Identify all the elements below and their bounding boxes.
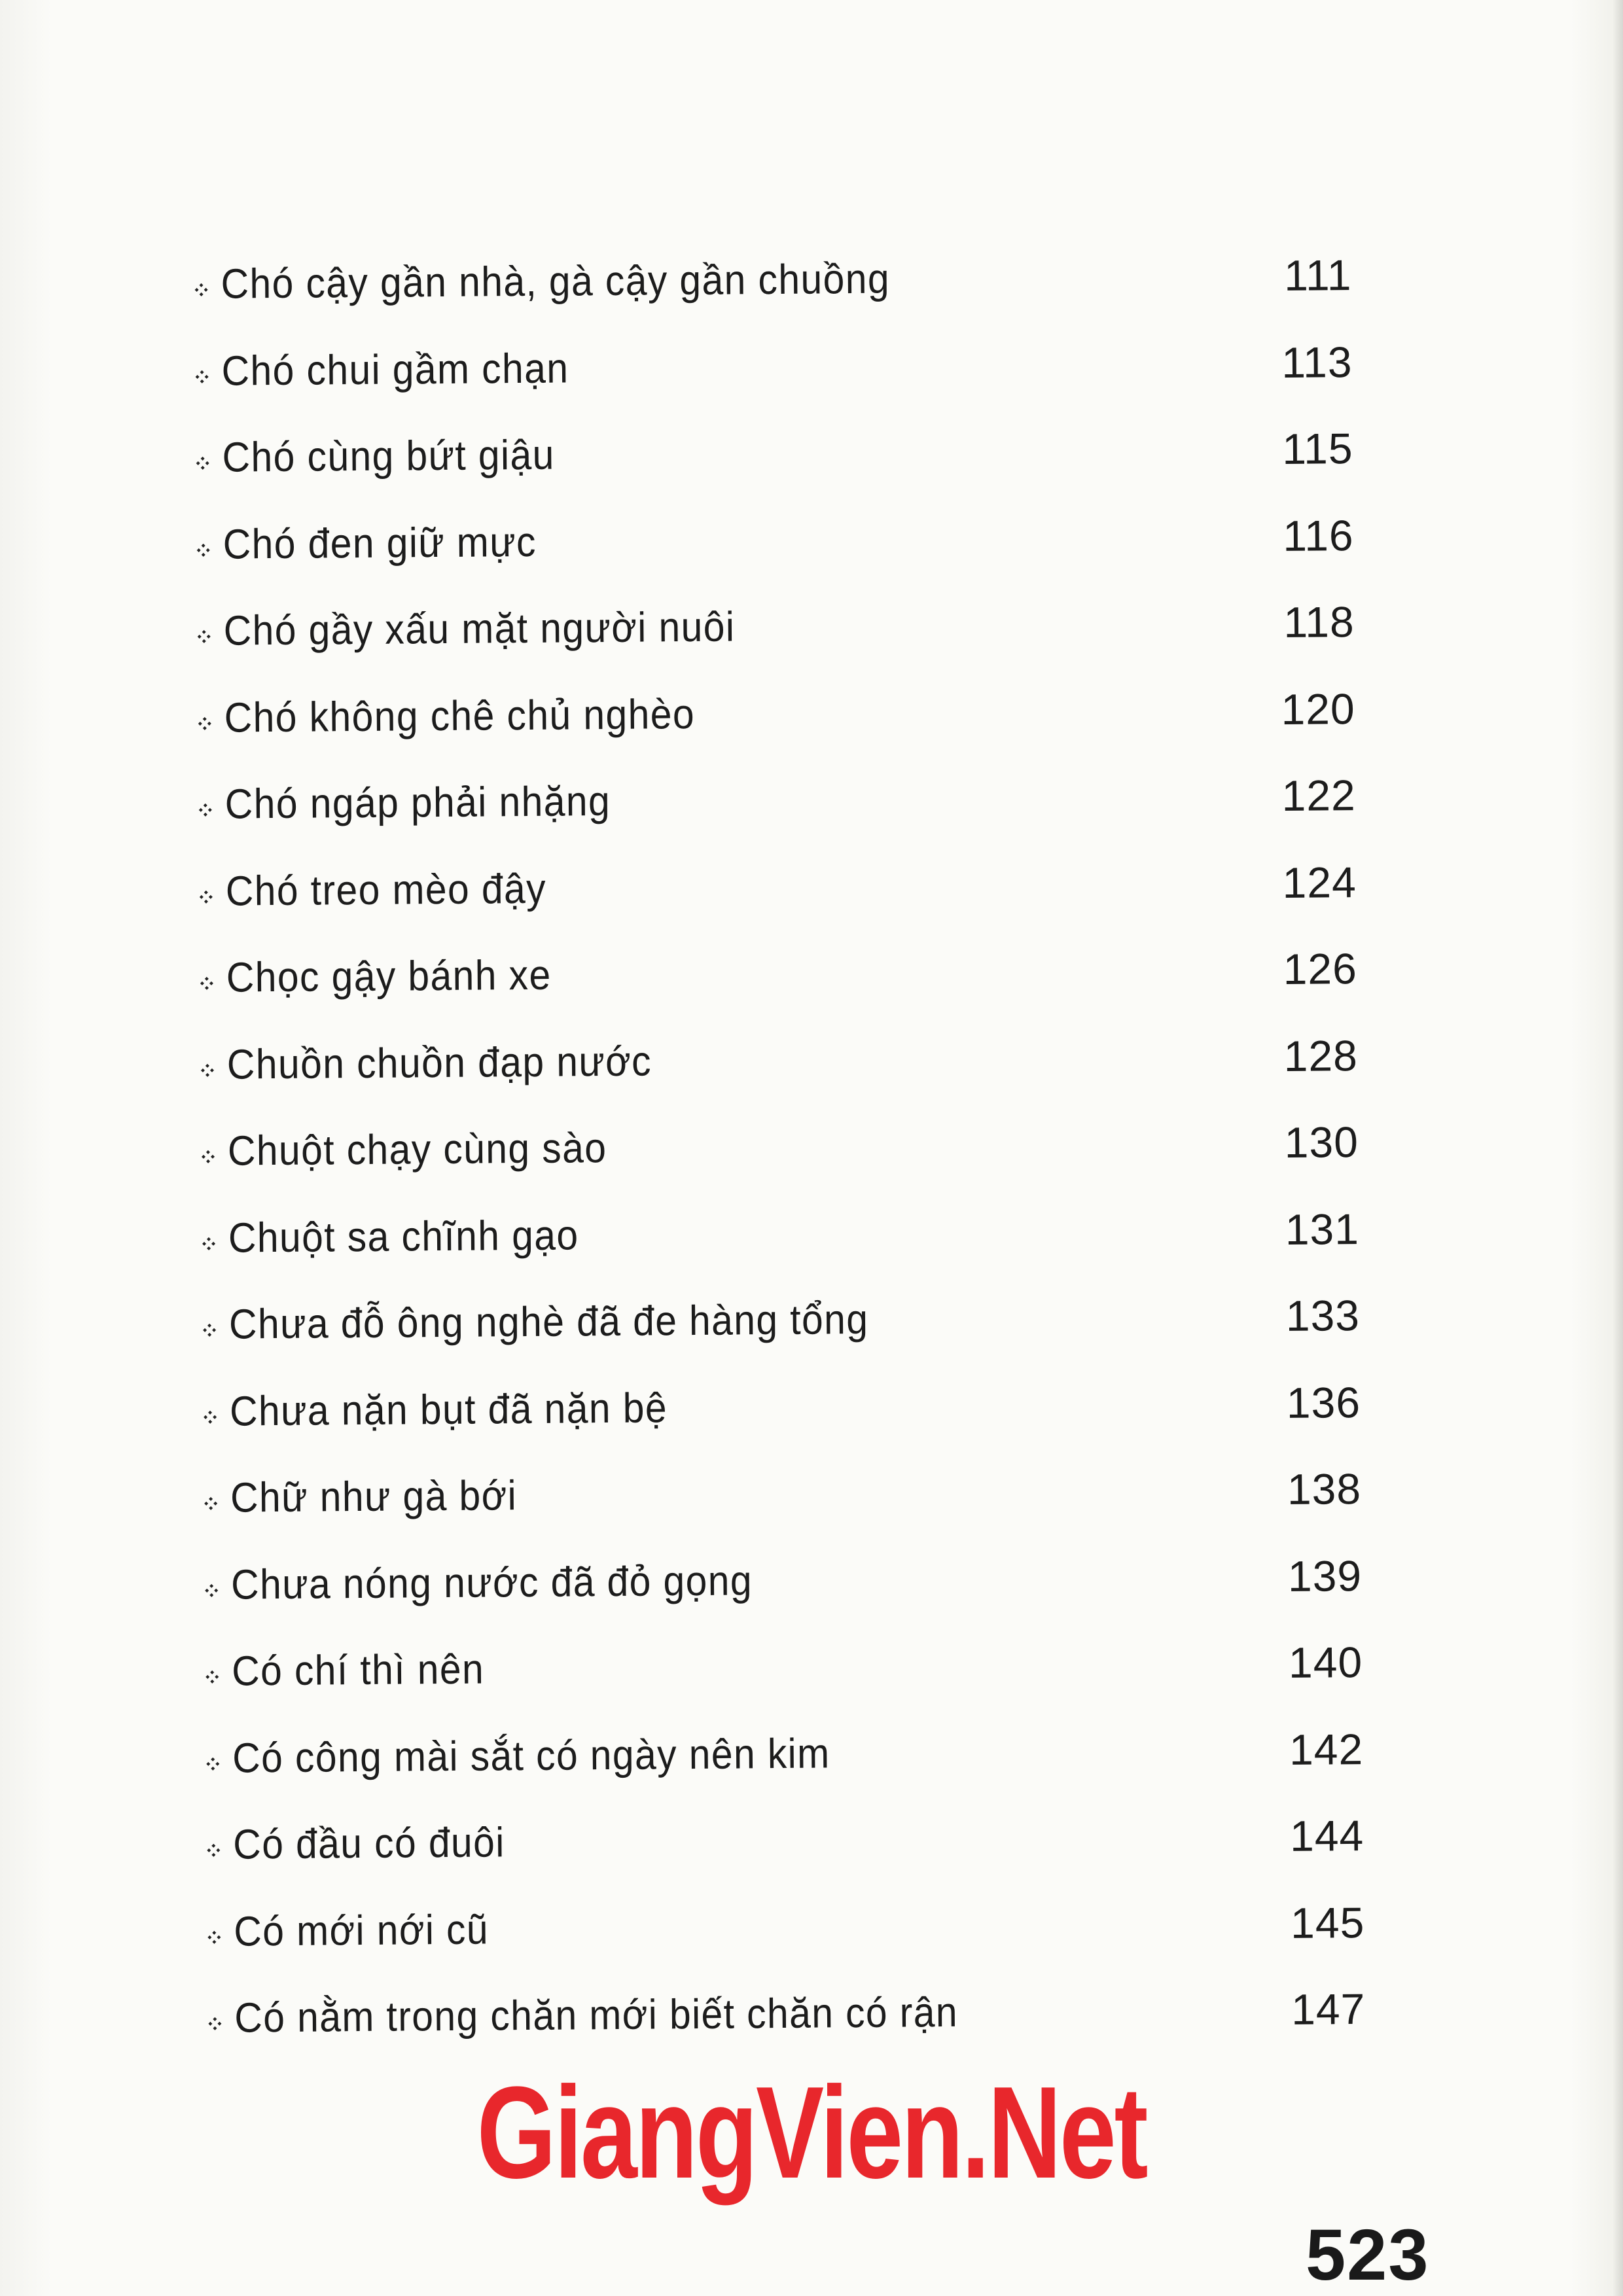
toc-entry-page-number: 136 [1286, 1377, 1361, 1427]
toc-entry-title: Có nằm trong chăn mới biết chăn có rận [234, 1988, 959, 2041]
toc-entry-title: Chó treo mèo đậy [225, 864, 547, 915]
toc-entry-page-number: 131 [1285, 1204, 1360, 1254]
toc-entry-title: Chuột sa chĩnh gạo [228, 1211, 579, 1262]
toc-entry-page-number: 130 [1284, 1118, 1359, 1167]
toc-entry-title: Chuồn chuồn đạp nước [226, 1037, 652, 1088]
table-of-contents [193, 232, 1366, 2061]
toc-entry-page-number: 140 [1288, 1638, 1363, 1687]
toc-entry [206, 1879, 1365, 1975]
diamond-bullet-icon [204, 1669, 220, 1685]
toc-entry-page-number: 111 [1283, 251, 1352, 300]
toc-entry [205, 1706, 1364, 1801]
toc-entry [200, 1186, 1359, 1281]
diamond-bullet-icon [195, 455, 211, 471]
toc-entry [194, 319, 1353, 414]
toc-entry [201, 1272, 1360, 1368]
diamond-bullet-icon [199, 976, 215, 991]
toc-entry-title: Chưa nóng nước đã đỏ gọng [230, 1557, 753, 1608]
toc-entry-title: Chó cậy gần nhà, gà cậy gần chuồng [221, 255, 891, 308]
toc-entry-title: Có chí thì nên [231, 1645, 485, 1695]
diamond-bullet-icon [206, 1929, 222, 1945]
toc-entry [193, 232, 1352, 327]
toc-entry-page-number: 138 [1287, 1464, 1362, 1514]
toc-entry [207, 1966, 1366, 2061]
toc-entry-title: Có mới nới cũ [234, 1905, 490, 1955]
toc-entry-title: Chữ như gà bới [230, 1472, 518, 1521]
diamond-bullet-icon [198, 802, 213, 818]
toc-entry-page-number: 124 [1282, 857, 1357, 907]
toc-entry-title: Chó ngáp phải nhặng [224, 777, 611, 828]
toc-entry [194, 405, 1353, 501]
diamond-bullet-icon [193, 282, 209, 298]
diamond-bullet-icon [194, 369, 210, 385]
diamond-bullet-icon [204, 1582, 219, 1598]
toc-entry-title: Chó gầy xấu mặt người nuôi [223, 603, 736, 654]
diamond-bullet-icon [205, 1843, 221, 1858]
toc-entry-page-number: 120 [1281, 684, 1355, 733]
toc-entry [200, 1099, 1359, 1194]
toc-entry-page-number: 116 [1283, 510, 1354, 560]
diamond-bullet-icon [198, 889, 214, 905]
diamond-bullet-icon [207, 2016, 223, 2032]
toc-entry [196, 578, 1355, 674]
page-edge-shadow [1613, 0, 1623, 2296]
diamond-bullet-icon [202, 1409, 218, 1425]
toc-entry [202, 1359, 1361, 1455]
toc-entry-title: Chó chui gầm chạn [221, 344, 569, 395]
toc-entry-title: Chó không chê chủ nghèo [224, 690, 696, 741]
toc-entry-page-number: 115 [1282, 424, 1353, 474]
toc-entry-page-number: 144 [1289, 1811, 1364, 1861]
toc-entry [198, 839, 1357, 934]
diamond-bullet-icon [203, 1496, 219, 1511]
toc-entry-title: Chó cùng bứt giậu [222, 431, 555, 481]
diamond-bullet-icon [196, 629, 212, 645]
toc-entry-page-number: 142 [1289, 1724, 1364, 1774]
toc-entry-title: Có đầu có đuôi [232, 1818, 505, 1868]
diamond-bullet-icon [197, 716, 213, 732]
toc-entry [204, 1532, 1363, 1628]
toc-entry-page-number: 139 [1287, 1551, 1363, 1600]
toc-entry [195, 492, 1354, 588]
toc-entry-page-number: 126 [1283, 944, 1358, 994]
toc-entry-page-number: 128 [1283, 1031, 1359, 1080]
toc-entry [204, 1619, 1363, 1714]
diamond-bullet-icon [200, 1149, 216, 1165]
diamond-bullet-icon [200, 1063, 215, 1078]
toc-entry-title: Chó đen giữ mực [223, 518, 537, 568]
toc-entry-page-number: 133 [1285, 1291, 1361, 1341]
toc-entry-title: Chưa nặn bụt đã nặn bệ [229, 1384, 668, 1435]
toc-entry-title: Chuột chạy cùng sào [227, 1124, 607, 1174]
toc-entry-title: Chưa đỗ ông nghè đã đe hàng tổng [228, 1296, 869, 1348]
diamond-bullet-icon [202, 1322, 217, 1338]
toc-entry-page-number: 145 [1290, 1898, 1365, 1947]
toc-entry [197, 752, 1356, 847]
diamond-bullet-icon [196, 542, 211, 558]
diamond-bullet-icon [205, 1756, 221, 1771]
toc-entry-page-number: 118 [1283, 597, 1355, 647]
toc-entry-title: Chọc gậy bánh xe [226, 951, 552, 1001]
diamond-bullet-icon [201, 1236, 217, 1252]
toc-entry-page-number: 113 [1281, 337, 1353, 387]
toc-entry [198, 925, 1357, 1021]
toc-entry [205, 1792, 1364, 1888]
toc-entry [199, 1012, 1358, 1108]
toc-entry [196, 665, 1355, 761]
toc-entry-page-number: 122 [1281, 771, 1357, 821]
watermark-logo: GiangVien.Net [476, 2060, 1147, 2206]
page-number: 523 [1306, 2215, 1430, 2295]
toc-entry-title: Có công mài sắt có ngày nên kim [232, 1729, 830, 1782]
toc-entry [203, 1445, 1362, 1541]
toc-entry-page-number: 147 [1291, 1985, 1366, 2034]
